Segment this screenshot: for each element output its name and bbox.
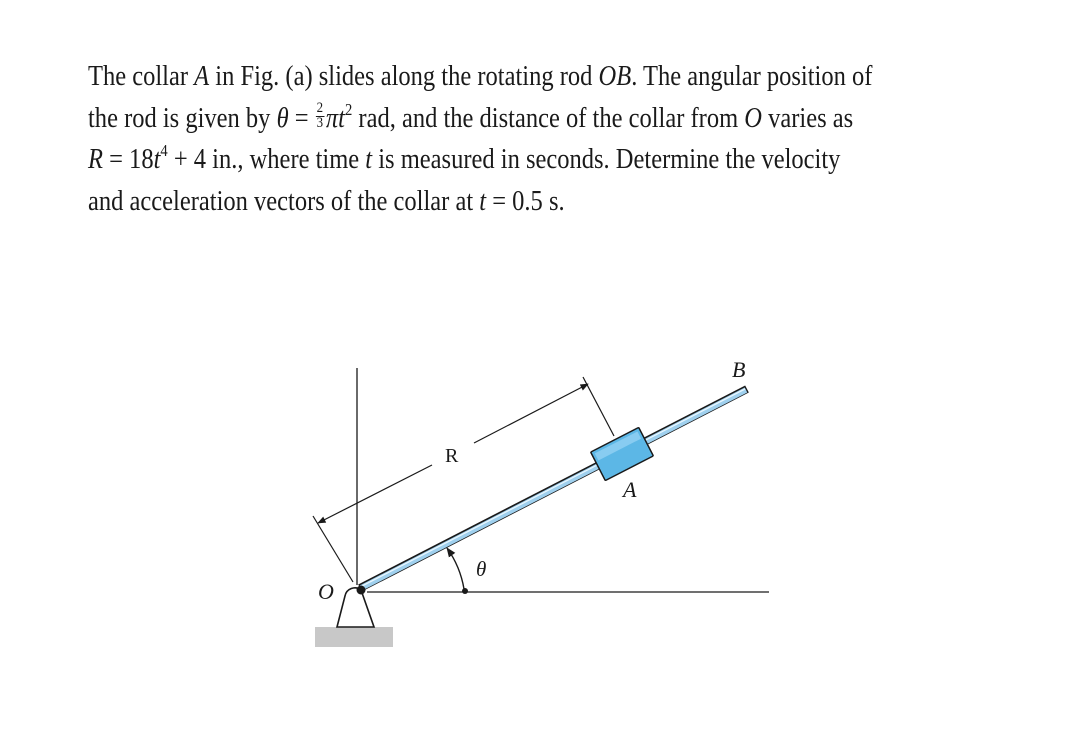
dimension-extension-A <box>583 377 614 436</box>
text-segment: is measured in seconds. Determine the velocity <box>372 144 841 175</box>
pin-support <box>337 588 374 627</box>
ground-base <box>315 627 393 647</box>
rod-OB <box>360 389 747 588</box>
var-t: t <box>338 102 345 134</box>
text-segment: in Fig. (a) slides along the rotating rod <box>209 61 599 92</box>
exponent: 2 <box>344 99 353 119</box>
text-segment: = 18 <box>102 144 154 175</box>
collar-A <box>591 427 654 480</box>
var-t: t <box>479 185 487 217</box>
fraction-denominator: 3 <box>316 114 324 131</box>
var-theta: θ <box>276 102 289 134</box>
dimension-line-R-upper <box>474 384 588 443</box>
fraction-numerator: 2 <box>316 99 324 116</box>
text-segment: + 4 in., where time <box>167 144 366 175</box>
text-segment: and acceleration vectors of the collar at <box>88 185 480 217</box>
label-O: O <box>318 579 334 604</box>
exponent: 4 <box>160 141 168 160</box>
text-segment: . The angular position of <box>631 61 873 92</box>
equals-sign: = <box>288 102 315 134</box>
pin-O <box>357 586 366 595</box>
theta-angle-arc <box>447 548 464 589</box>
text-segment: the rod is given by <box>88 102 277 134</box>
text-segment: varies as <box>761 102 854 134</box>
var-OB: OB <box>598 61 632 92</box>
label-theta: θ <box>476 557 487 581</box>
theta-arc-end-dot <box>462 588 468 594</box>
label-R: R <box>445 445 459 467</box>
var-O: O <box>744 102 762 134</box>
label-A: A <box>623 477 637 502</box>
var-A: A <box>194 61 210 92</box>
text-segment: The collar <box>88 61 195 92</box>
var-pi: π <box>325 102 339 134</box>
dimension-line-R-lower <box>318 465 432 523</box>
dimension-extension-O <box>313 516 353 582</box>
var-t: t <box>365 144 373 175</box>
label-B: B <box>732 357 746 382</box>
var-t: t <box>153 144 161 175</box>
var-R: R <box>88 144 103 175</box>
text-segment: rad, and the distance of the collar from <box>352 102 745 134</box>
text-segment: = 0.5 s. <box>486 185 565 217</box>
